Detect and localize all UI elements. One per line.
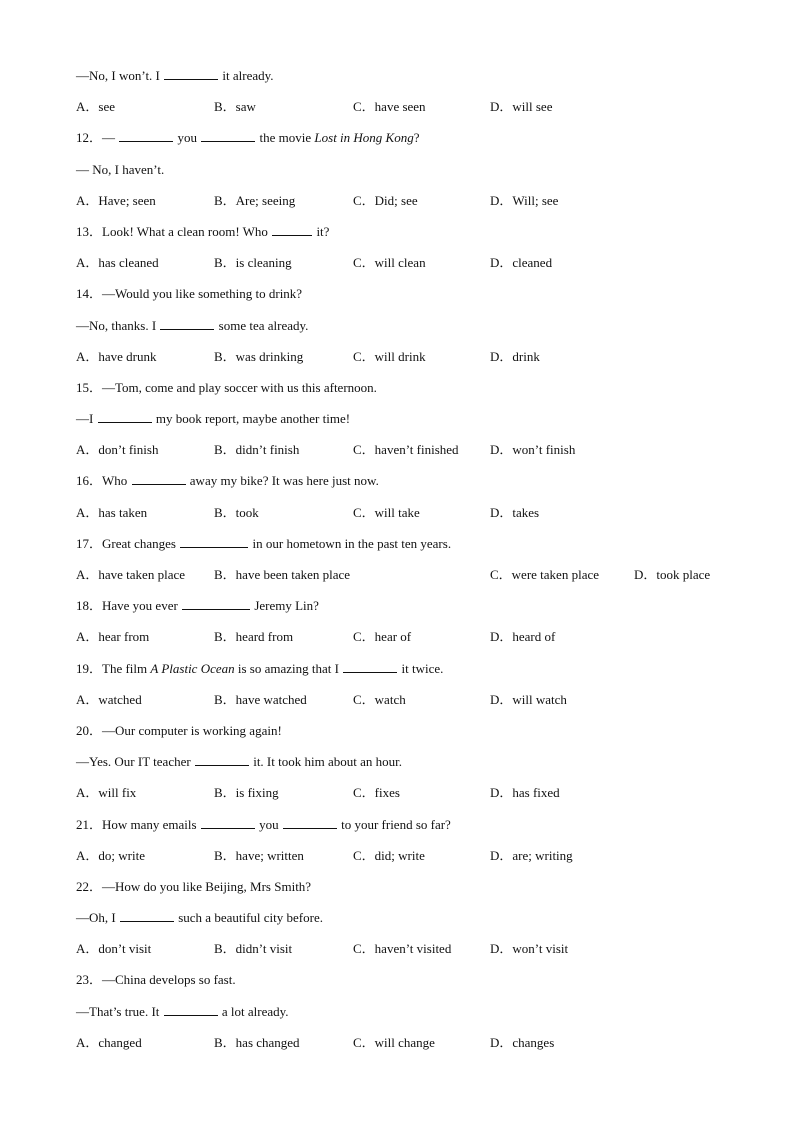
stem-text: 19．The film xyxy=(76,660,151,676)
option-a[interactable]: A．have taken place xyxy=(76,567,186,582)
answer-blank xyxy=(180,535,248,548)
stem-text: it. It took him about an hour. xyxy=(249,754,402,770)
option-d[interactable]: D．heard of xyxy=(490,629,556,645)
answer-blank xyxy=(160,317,214,330)
options-row xyxy=(76,627,756,658)
option-b[interactable]: B．is cleaning xyxy=(214,255,292,271)
answer-blank xyxy=(164,67,218,80)
options-row xyxy=(76,565,756,596)
dialogue-line xyxy=(76,316,756,347)
option-a[interactable]: A．will fix xyxy=(76,785,137,801)
option-d[interactable]: D．will see xyxy=(490,99,553,115)
stem-text: to your friend so far? xyxy=(337,816,451,832)
option-c[interactable]: C．haven’t finished xyxy=(353,442,459,458)
answer-blank xyxy=(201,816,255,829)
stem-text: it twice. xyxy=(398,660,444,676)
options-row xyxy=(76,783,756,814)
option-c[interactable]: C．watch xyxy=(353,691,406,707)
option-b[interactable]: B．have; written xyxy=(214,847,304,863)
answer-blank xyxy=(98,410,152,423)
question-16 xyxy=(76,471,756,502)
question-21 xyxy=(76,815,756,846)
option-a[interactable]: A．Have; seen xyxy=(76,192,156,208)
stem-text: 16．Who xyxy=(76,473,131,489)
stem-text: 13．Look! What a clean room! Who xyxy=(76,223,272,239)
stem-text: —That’s true. It xyxy=(76,1003,163,1019)
stem-text: away my bike? It was here just now. xyxy=(186,473,379,489)
question-19 xyxy=(76,659,756,690)
answer-blank xyxy=(283,816,337,829)
option-a[interactable]: A．do; write xyxy=(76,847,145,863)
options-row xyxy=(76,440,756,471)
option-d[interactable]: D．changes xyxy=(490,1034,555,1050)
dialogue-line xyxy=(76,160,756,191)
stem-text: a lot already. xyxy=(218,1003,289,1019)
options-row xyxy=(76,846,756,877)
option-a[interactable]: A．don’t visit xyxy=(76,941,152,957)
stem-text: the movie xyxy=(256,130,315,146)
stem-text: 12．— xyxy=(76,130,119,146)
option-d[interactable]: D．won’t visit xyxy=(490,941,569,957)
stem-text: —No, thanks. I xyxy=(76,317,160,333)
option-c[interactable]: C．Did; see xyxy=(353,192,418,208)
stem-text: ? xyxy=(413,130,420,146)
option-b[interactable]: B．have been taken place xyxy=(214,567,351,582)
answer-blank xyxy=(272,223,312,236)
movie-title: Lost in Hong Kong xyxy=(314,130,414,146)
answer-blank xyxy=(195,753,249,766)
option-b[interactable]: B．saw xyxy=(214,99,256,115)
stem-text: 17．Great changes xyxy=(76,535,180,551)
question-list xyxy=(76,66,756,1064)
question-23 xyxy=(76,970,756,1001)
stem-text: 20．—Our computer is working again! xyxy=(76,722,282,738)
option-b[interactable]: B．took xyxy=(214,504,259,520)
dialogue-line xyxy=(76,752,756,783)
answer-blank xyxy=(343,660,397,673)
option-a[interactable]: A．watched xyxy=(76,691,142,707)
stem-text: 15．—Tom, come and play soccer with us this afternoon. xyxy=(76,379,377,395)
option-d[interactable]: D．drink xyxy=(490,348,540,364)
stem-text: —I xyxy=(76,411,97,427)
stem-text: in our hometown in the past ten years. xyxy=(249,535,452,551)
dialogue-line xyxy=(76,409,756,440)
option-c[interactable]: C．hear of xyxy=(353,629,412,645)
stem-text: 22．—How do you like Beijing, Mrs Smith? xyxy=(76,878,312,894)
option-c[interactable]: C．will change xyxy=(353,1034,435,1050)
stem-text: —No, I won’t. I xyxy=(76,68,164,83)
options-row xyxy=(76,253,756,284)
stem-text: such a beautiful city before. xyxy=(174,910,323,926)
option-c[interactable]: C．were taken place xyxy=(490,567,600,582)
option-a[interactable]: A．have drunk xyxy=(76,348,157,364)
options-row xyxy=(76,503,756,534)
option-a[interactable]: A．see xyxy=(76,99,115,115)
option-d[interactable]: D．will watch xyxy=(490,691,567,707)
option-b[interactable]: B．is fixing xyxy=(214,785,279,801)
dialogue-line xyxy=(76,1002,756,1033)
option-b[interactable]: B．heard from xyxy=(214,629,294,645)
option-c[interactable]: C．haven’t visited xyxy=(353,941,452,957)
stem-text: 23．—China develops so fast. xyxy=(76,972,236,988)
options-row xyxy=(76,97,756,128)
option-c[interactable]: C．did; write xyxy=(353,847,425,863)
options-row xyxy=(76,191,756,222)
option-c[interactable]: C．fixes xyxy=(353,785,400,801)
stem-text: 18．Have you ever xyxy=(76,598,182,614)
option-b[interactable]: B．has changed xyxy=(214,1034,300,1050)
option-d[interactable]: D．cleaned xyxy=(490,255,553,271)
option-a[interactable]: A．changed xyxy=(76,1034,142,1050)
answer-blank xyxy=(164,1003,218,1016)
stem-text: it already. xyxy=(219,68,274,83)
option-b[interactable]: B．didn’t visit xyxy=(214,941,293,957)
option-b[interactable]: B．Are; seeing xyxy=(214,192,296,208)
option-c[interactable]: C．have seen xyxy=(353,99,426,115)
question-12 xyxy=(76,128,756,159)
question-20 xyxy=(76,721,756,752)
options-row xyxy=(76,939,756,970)
stem-text: Jeremy Lin? xyxy=(251,598,319,614)
answer-blank xyxy=(182,597,250,610)
stem-text: some tea already. xyxy=(215,317,309,333)
option-a[interactable]: A．has taken xyxy=(76,504,148,520)
question-18 xyxy=(76,596,756,627)
option-a[interactable]: A．has cleaned xyxy=(76,255,159,271)
option-a[interactable]: A．hear from xyxy=(76,629,150,645)
option-d[interactable]: D．won’t finish xyxy=(490,442,576,458)
answer-blank xyxy=(119,129,173,142)
options-row xyxy=(76,347,756,378)
option-d[interactable]: D．Will; see xyxy=(490,192,559,208)
option-c[interactable]: C．will clean xyxy=(353,255,426,271)
question-15 xyxy=(76,378,756,409)
answer-line xyxy=(76,66,756,97)
question-13 xyxy=(76,222,756,253)
question-22 xyxy=(76,877,756,908)
stem-text: —Oh, I xyxy=(76,910,119,926)
option-d[interactable]: D．are; writing xyxy=(490,847,573,863)
option-c[interactable]: C．will drink xyxy=(353,348,426,364)
option-a[interactable]: A．don’t finish xyxy=(76,442,159,458)
stem-text: — No, I haven’t. xyxy=(76,161,165,177)
option-b[interactable]: B．didn’t finish xyxy=(214,442,300,458)
options-row xyxy=(76,690,756,721)
option-b[interactable]: B．have watched xyxy=(214,691,307,707)
options-row xyxy=(76,1033,756,1064)
stem-text: 21．How many emails xyxy=(76,816,200,832)
option-b[interactable]: B．was drinking xyxy=(214,348,304,364)
option-d[interactable]: D．has fixed xyxy=(490,785,560,801)
question-17 xyxy=(76,534,756,565)
stem-text: you xyxy=(255,816,282,832)
stem-text: it? xyxy=(313,223,330,239)
answer-blank xyxy=(120,909,174,922)
option-d[interactable]: D．takes xyxy=(490,504,540,520)
stem-text: 14．—Would you like something to drink? xyxy=(76,286,303,302)
stem-text: —Yes. Our IT teacher xyxy=(76,754,194,770)
dialogue-line xyxy=(76,908,756,939)
film-title: A Plastic Ocean xyxy=(150,660,235,676)
question-14 xyxy=(76,284,756,315)
stem-text: you xyxy=(174,130,201,146)
option-c[interactable]: C．will take xyxy=(353,504,420,520)
answer-blank xyxy=(201,129,255,142)
answer-blank xyxy=(132,472,186,485)
option-d[interactable]: D．took place xyxy=(634,567,711,582)
stem-text: is so amazing that I xyxy=(234,660,343,676)
stem-text: my book report, maybe another time! xyxy=(152,411,351,427)
